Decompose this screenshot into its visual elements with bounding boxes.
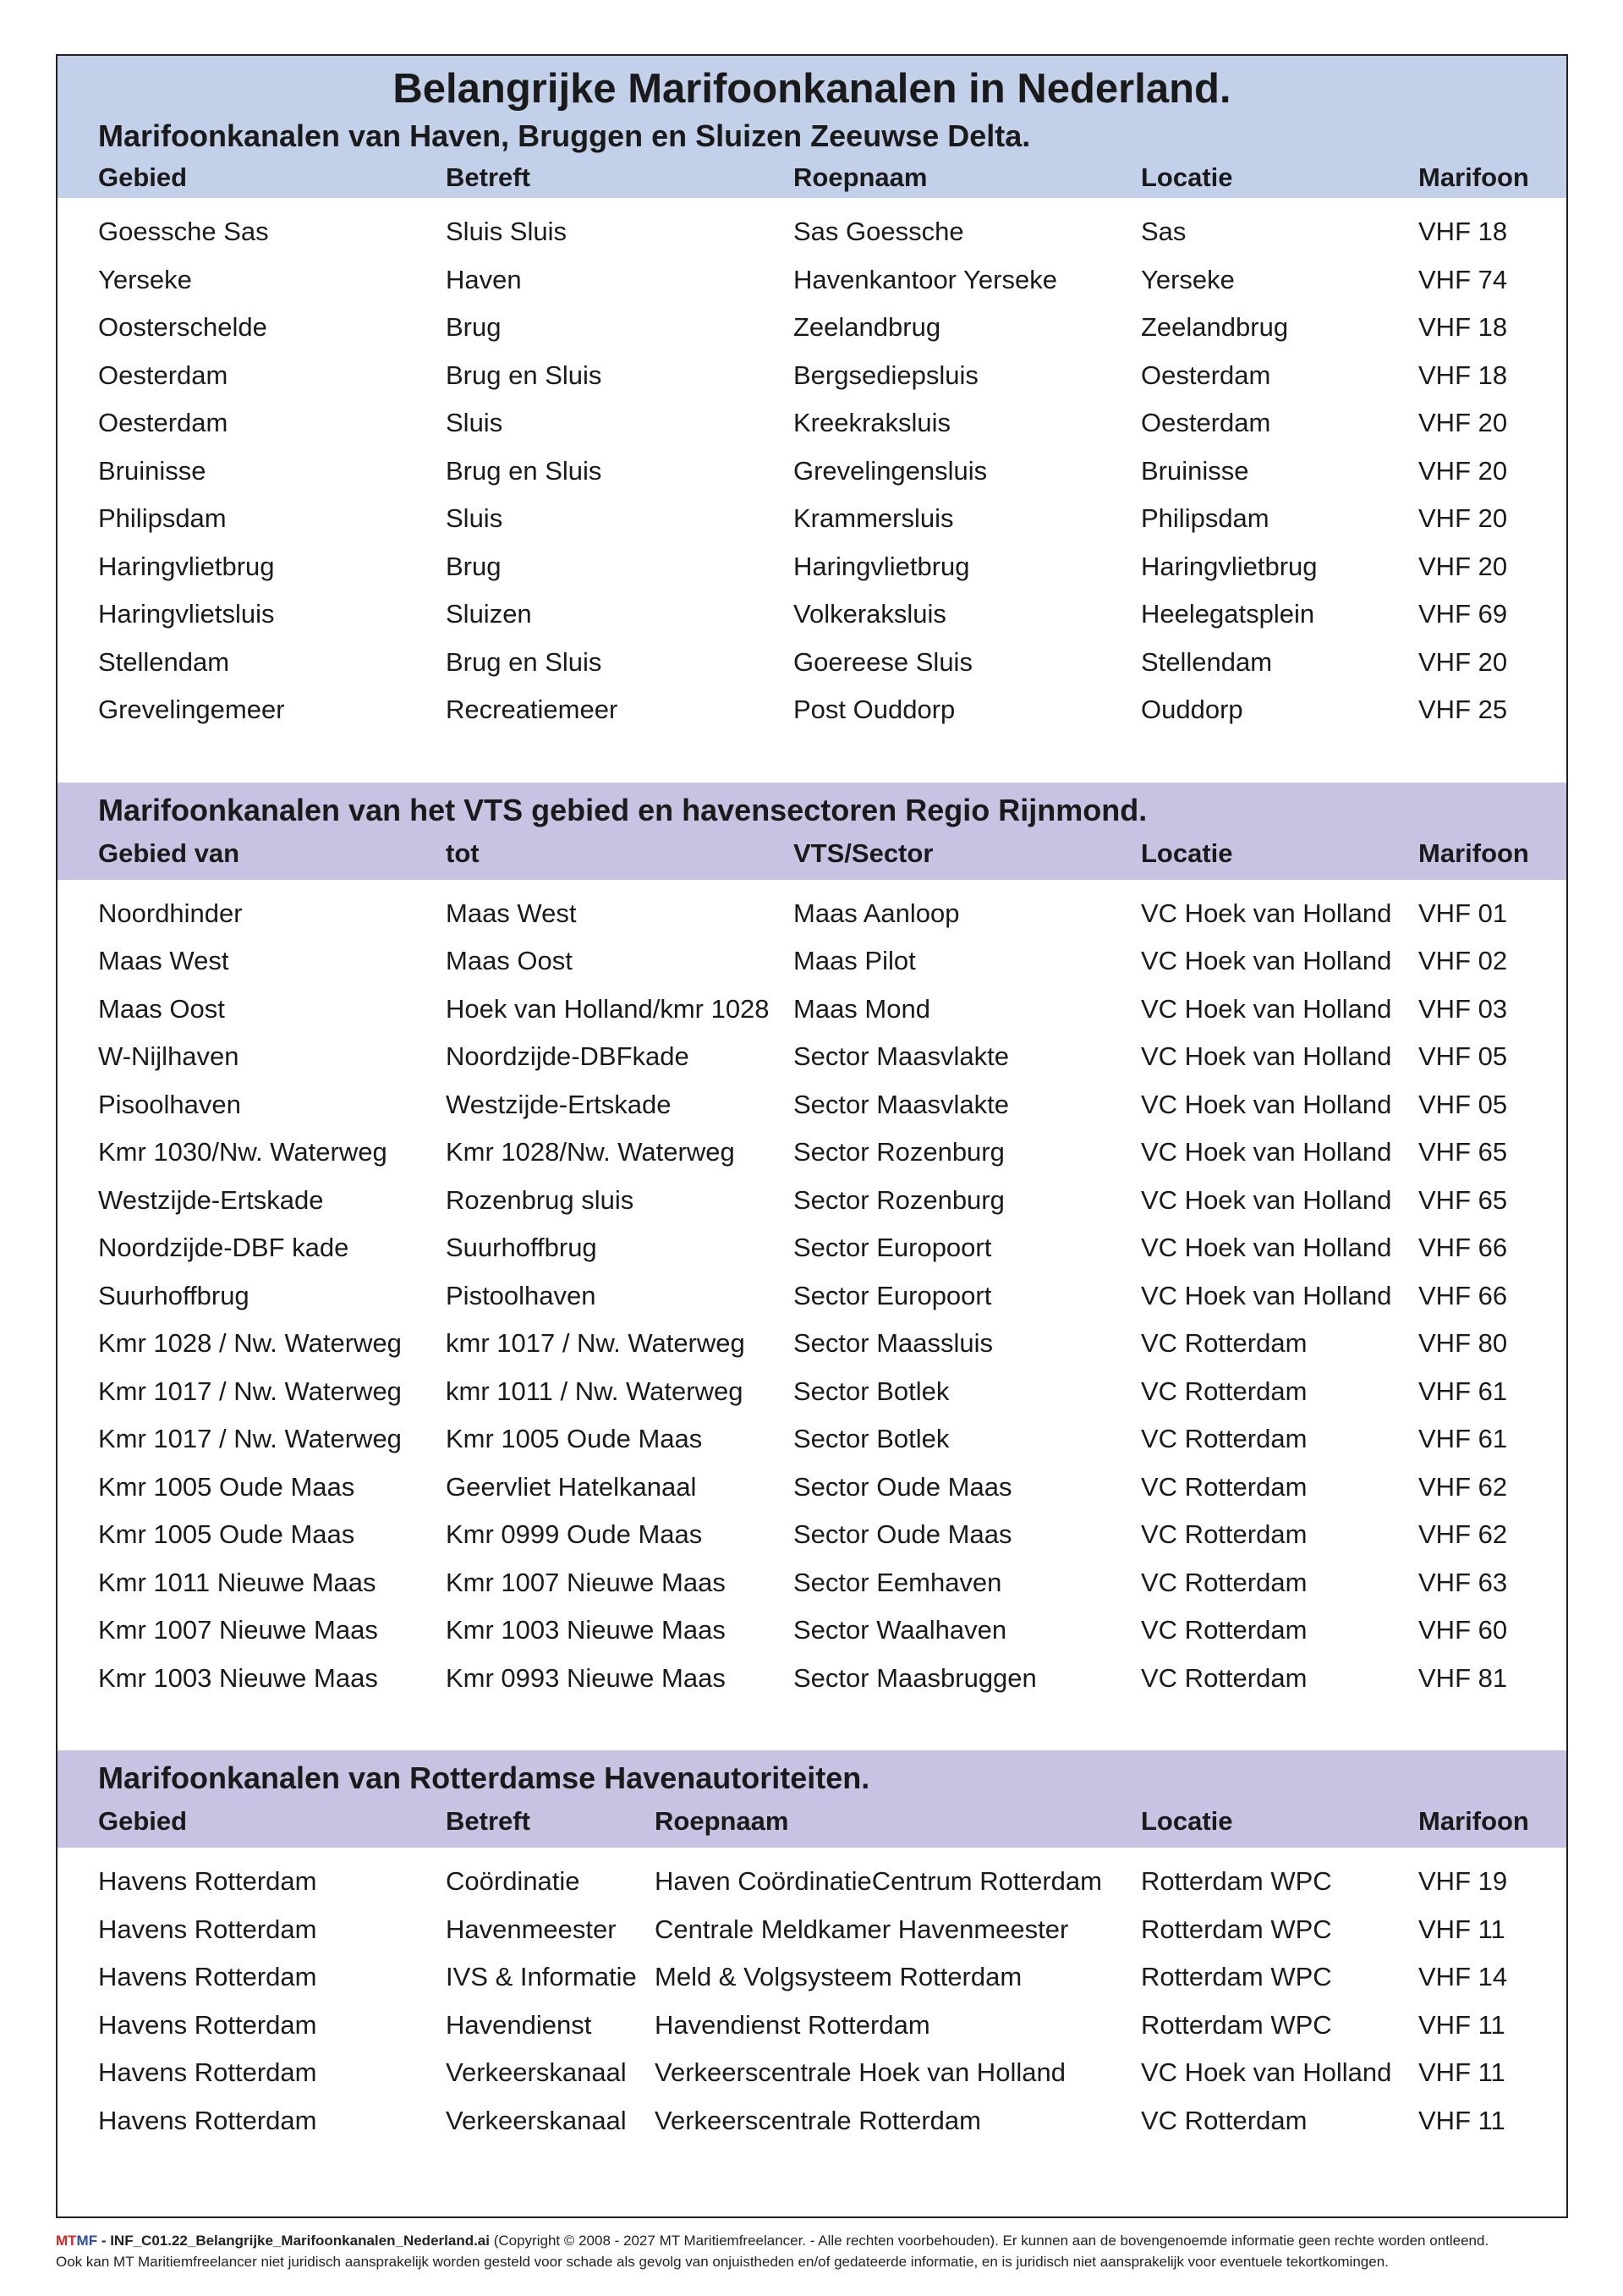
table-cell-col-3: Sector Oude Maas bbox=[793, 1519, 1012, 1550]
table-cell-col-2: Westzijde-Ertskade bbox=[446, 1089, 672, 1119]
table-cell-col-5: VHF 05 bbox=[1418, 1041, 1508, 1072]
table-row bbox=[58, 890, 1566, 938]
brand-mt: MT bbox=[56, 2233, 77, 2249]
table-cell-col-1: Noordzijde-DBF kade bbox=[98, 1233, 349, 1263]
table-cell-col-4: VC Rotterdam bbox=[1141, 1471, 1308, 1502]
table-cell-col-1: Havens Rotterdam bbox=[98, 1914, 317, 1944]
table-cell-col-1: Havens Rotterdam bbox=[98, 1866, 317, 1897]
table-row bbox=[58, 304, 1566, 352]
table-row bbox=[58, 399, 1566, 448]
table-row bbox=[58, 986, 1566, 1034]
table-cell-col-1: Haringvlietsluis bbox=[98, 599, 275, 629]
table-cell-col-3: Sector Rozenburg bbox=[793, 1137, 1005, 1167]
table-cell-col-3: Meld & Volgsysteem Rotterdam bbox=[655, 1962, 1023, 1992]
table-cell-col-5: VHF 11 bbox=[1418, 2009, 1505, 2040]
section-2-column-headers bbox=[58, 833, 1566, 874]
table-cell-col-3: Sector Botlek bbox=[793, 1376, 950, 1406]
table-row bbox=[58, 1224, 1566, 1272]
table-cell-col-1: Yerseke bbox=[98, 264, 192, 294]
table-cell-col-4: Haringvlietbrug bbox=[1141, 551, 1318, 581]
table-cell-col-5: VHF 65 bbox=[1418, 1184, 1508, 1215]
table-cell-col-2: Kmr 1028/Nw. Waterweg bbox=[446, 1137, 735, 1167]
table-cell-col-5: VHF 01 bbox=[1418, 898, 1508, 928]
column-header-col-2: Betreft bbox=[446, 1806, 530, 1836]
table-cell-col-1: Kmr 1005 Oude Maas bbox=[98, 1471, 355, 1502]
table-cell-col-3: Haven CoördinatieCentrum Rotterdam bbox=[655, 1866, 1102, 1897]
column-header-col-5: Marifoon bbox=[1418, 1806, 1529, 1836]
table-cell-col-2: Coördinatie bbox=[446, 1866, 580, 1897]
table-cell-col-5: VHF 74 bbox=[1418, 264, 1508, 294]
table-cell-col-4: Heelegatsplein bbox=[1141, 599, 1315, 629]
table-cell-col-1: Kmr 1028 / Nw. Waterweg bbox=[98, 1328, 402, 1359]
table-cell-col-1: Goessche Sas bbox=[98, 217, 269, 247]
table-cell-col-3: Sector Europoort bbox=[793, 1280, 992, 1310]
table-cell-col-3: Sector Maasvlakte bbox=[793, 1089, 1009, 1119]
table-cell-col-3: Sector Maasvlakte bbox=[793, 1041, 1009, 1072]
table-cell-col-4: VC Hoek van Holland bbox=[1141, 1280, 1392, 1310]
table-row bbox=[58, 686, 1566, 734]
table-cell-col-3: Sector Waalhaven bbox=[793, 1615, 1007, 1645]
table-cell-col-1: Bruinisse bbox=[98, 455, 206, 486]
table-cell-col-5: VHF 18 bbox=[1418, 312, 1508, 343]
table-row bbox=[58, 448, 1566, 496]
table-cell-col-5: VHF 20 bbox=[1418, 646, 1508, 677]
table-cell-col-1: Kmr 1007 Nieuwe Maas bbox=[98, 1615, 378, 1645]
table-cell-col-3: Haringvlietbrug bbox=[793, 551, 970, 581]
table-cell-col-5: VHF 03 bbox=[1418, 993, 1508, 1024]
table-cell-col-4: VC Hoek van Holland bbox=[1141, 1233, 1392, 1263]
table-cell-col-1: Stellendam bbox=[98, 646, 230, 677]
table-row bbox=[58, 639, 1566, 687]
table-cell-col-2: Brug en Sluis bbox=[446, 455, 602, 486]
table-row bbox=[58, 2002, 1566, 2050]
table-cell-col-1: Maas Oost bbox=[98, 993, 225, 1024]
table-cell-col-1: Maas West bbox=[98, 946, 229, 976]
table-row bbox=[58, 1464, 1566, 1512]
table-cell-col-2: Verkeerskanaal bbox=[446, 2057, 627, 2088]
table-cell-col-4: Yerseke bbox=[1141, 264, 1235, 294]
table-cell-col-3: Sector Rozenburg bbox=[793, 1184, 1005, 1215]
table-cell-col-4: VC Hoek van Holland bbox=[1141, 1041, 1392, 1072]
column-header-col-3: VTS/Sector bbox=[793, 838, 934, 868]
section-2-rows bbox=[58, 880, 1566, 1703]
table-cell-col-4: Bruinisse bbox=[1141, 455, 1249, 486]
table-cell-col-1: Noordhinder bbox=[98, 898, 243, 928]
table-cell-col-2: Kmr 0999 Oude Maas bbox=[446, 1519, 703, 1550]
table-cell-col-5: VHF 18 bbox=[1418, 217, 1508, 247]
section-1-header bbox=[58, 56, 1566, 198]
table-cell-col-2: Verkeerskanaal bbox=[446, 2105, 627, 2135]
table-cell-col-4: VC Hoek van Holland bbox=[1141, 946, 1392, 976]
table-cell-col-5: VHF 66 bbox=[1418, 1280, 1508, 1310]
table-cell-col-4: Oesterdam bbox=[1141, 408, 1271, 438]
table-cell-col-4: Sas bbox=[1141, 217, 1187, 247]
table-cell-col-4: Rotterdam WPC bbox=[1141, 2009, 1332, 2040]
table-cell-col-2: Brug bbox=[446, 551, 502, 581]
footer-line-2: Ook kan MT Maritiemfreelancer niet juridisch aansprakelijk worden gesteld voor schade als gevolg van onjuistheden en/of gedateerde informatie, en is juridisch niet aansprakelijk voor eventuele tekortkomingen. bbox=[56, 2254, 1389, 2270]
table-cell-col-5: VHF 81 bbox=[1418, 1662, 1508, 1693]
table-cell-col-5: VHF 61 bbox=[1418, 1376, 1508, 1406]
table-cell-col-1: Havens Rotterdam bbox=[98, 2105, 317, 2135]
table-cell-col-2: Geervliet Hatelkanaal bbox=[446, 1471, 697, 1502]
table-cell-col-3: Maas Pilot bbox=[793, 946, 916, 976]
table-cell-col-2: Sluis bbox=[446, 503, 503, 534]
table-cell-col-5: VHF 11 bbox=[1418, 1914, 1505, 1944]
section-1-rows bbox=[58, 198, 1566, 734]
table-cell-col-3: Sector Eemhaven bbox=[793, 1567, 1002, 1597]
table-cell-col-1: Oosterschelde bbox=[98, 312, 267, 343]
table-cell-col-1: Kmr 1003 Nieuwe Maas bbox=[98, 1662, 378, 1693]
table-cell-col-2: Pistoolhaven bbox=[446, 1280, 596, 1310]
table-cell-col-1: Kmr 1017 / Nw. Waterweg bbox=[98, 1424, 402, 1454]
table-cell-col-4: Rotterdam WPC bbox=[1141, 1962, 1332, 1992]
section-2-header bbox=[58, 783, 1566, 880]
table-row bbox=[58, 2049, 1566, 2097]
table-cell-col-3: Goereese Sluis bbox=[793, 646, 973, 677]
table-row bbox=[58, 1559, 1566, 1607]
table-cell-col-3: Grevelingensluis bbox=[793, 455, 988, 486]
table-cell-col-5: VHF 61 bbox=[1418, 1424, 1508, 1454]
table-cell-col-5: VHF 20 bbox=[1418, 455, 1508, 486]
table-cell-col-1: Havens Rotterdam bbox=[98, 1962, 317, 1992]
table-row bbox=[58, 1320, 1566, 1368]
table-cell-col-2: Kmr 0993 Nieuwe Maas bbox=[446, 1662, 726, 1693]
table-cell-col-4: Ouddorp bbox=[1141, 695, 1243, 725]
table-cell-col-2: Suurhoffbrug bbox=[446, 1233, 597, 1263]
table-cell-col-1: Kmr 1030/Nw. Waterweg bbox=[98, 1137, 387, 1167]
table-row bbox=[58, 1906, 1566, 1954]
table-cell-col-1: Philipsdam bbox=[98, 503, 227, 534]
table-cell-col-4: Stellendam bbox=[1141, 646, 1273, 677]
table-cell-col-4: VC Rotterdam bbox=[1141, 1567, 1308, 1597]
table-cell-col-5: VHF 60 bbox=[1418, 1615, 1508, 1645]
table-cell-col-5: VHF 80 bbox=[1418, 1328, 1508, 1359]
table-cell-col-2: Maas West bbox=[446, 898, 577, 928]
table-cell-col-2: Kmr 1007 Nieuwe Maas bbox=[446, 1567, 726, 1597]
table-cell-col-2: Sluis Sluis bbox=[446, 217, 567, 247]
table-cell-col-3: Verkeerscentrale Rotterdam bbox=[655, 2105, 981, 2135]
table-cell-col-5: VHF 20 bbox=[1418, 408, 1508, 438]
table-cell-col-3: Volkeraksluis bbox=[793, 599, 946, 629]
table-cell-col-4: VC Rotterdam bbox=[1141, 1424, 1308, 1454]
table-cell-col-3: Havenkantoor Yerseke bbox=[793, 264, 1057, 294]
section-3-title: Marifoonkanalen van Rotterdamse Havenautoriteiten. bbox=[98, 1760, 870, 1795]
table-cell-col-1: Oesterdam bbox=[98, 408, 228, 438]
table-cell-col-2: Brug en Sluis bbox=[446, 360, 602, 390]
table-cell-col-2: kmr 1017 / Nw. Waterweg bbox=[446, 1328, 745, 1359]
table-cell-col-5: VHF 25 bbox=[1418, 695, 1508, 725]
footer bbox=[56, 2230, 1578, 2272]
table-cell-col-5: VHF 66 bbox=[1418, 1233, 1508, 1263]
table-cell-col-4: VC Hoek van Holland bbox=[1141, 1184, 1392, 1215]
column-header-col-5: Marifoon bbox=[1418, 838, 1529, 868]
table-row bbox=[58, 1511, 1566, 1559]
table-row bbox=[58, 1953, 1566, 2002]
table-cell-col-2: kmr 1011 / Nw. Waterweg bbox=[446, 1376, 743, 1406]
section-1-title: Marifoonkanalen van Haven, Bruggen en Sluizen Zeeuwse Delta. bbox=[98, 118, 1031, 153]
table-cell-col-5: VHF 05 bbox=[1418, 1089, 1508, 1119]
table-row bbox=[58, 1607, 1566, 1655]
table-row bbox=[58, 352, 1566, 400]
table-row bbox=[58, 208, 1566, 256]
table-cell-col-2: Hoek van Holland/kmr 1028 bbox=[446, 993, 770, 1024]
table-row bbox=[58, 543, 1566, 591]
table-row bbox=[58, 937, 1566, 986]
column-header-col-2: Betreft bbox=[446, 162, 530, 192]
table-cell-col-3: Bergsediepsluis bbox=[793, 360, 979, 390]
table-cell-col-4: VC Rotterdam bbox=[1141, 1328, 1308, 1359]
column-header-col-3: Roepnaam bbox=[793, 162, 928, 192]
table-cell-col-1: Havens Rotterdam bbox=[98, 2009, 317, 2040]
table-cell-col-5: VHF 62 bbox=[1418, 1519, 1508, 1550]
table-cell-col-3: Havendienst Rotterdam bbox=[655, 2009, 930, 2040]
table-cell-col-1: Pisoolhaven bbox=[98, 1089, 241, 1119]
table-cell-col-3: Sas Goessche bbox=[793, 217, 964, 247]
table-cell-col-2: Havendienst bbox=[446, 2009, 592, 2040]
table-cell-col-4: VC Rotterdam bbox=[1141, 1615, 1308, 1645]
table-row bbox=[58, 495, 1566, 543]
section-3-header bbox=[58, 1750, 1566, 1848]
table-cell-col-5: VHF 62 bbox=[1418, 1471, 1508, 1502]
section-1-column-headers bbox=[58, 157, 1566, 198]
table-cell-col-1: Havens Rotterdam bbox=[98, 2057, 317, 2088]
table-row bbox=[58, 1033, 1566, 1081]
table-cell-col-2: Kmr 1003 Nieuwe Maas bbox=[446, 1615, 726, 1645]
table-cell-col-1: Kmr 1005 Oude Maas bbox=[98, 1519, 355, 1550]
table-cell-col-3: Zeelandbrug bbox=[793, 312, 941, 343]
table-cell-col-3: Maas Aanloop bbox=[793, 898, 960, 928]
table-cell-col-1: Westzijde-Ertskade bbox=[98, 1184, 324, 1215]
table-cell-col-5: VHF 20 bbox=[1418, 551, 1508, 581]
table-cell-col-2: Noordzijde-DBFkade bbox=[446, 1041, 689, 1072]
table-cell-col-1: Kmr 1011 Nieuwe Maas bbox=[98, 1567, 376, 1597]
table-cell-col-4: Oesterdam bbox=[1141, 360, 1271, 390]
table-cell-col-3: Centrale Meldkamer Havenmeester bbox=[655, 1914, 1069, 1944]
table-row bbox=[58, 1858, 1566, 1906]
table-cell-col-4: VC Rotterdam bbox=[1141, 2105, 1308, 2135]
table-cell-col-3: Sector Botlek bbox=[793, 1424, 950, 1454]
table-row bbox=[58, 1177, 1566, 1225]
column-header-col-3: Roepnaam bbox=[655, 1806, 789, 1836]
section-3-rows bbox=[58, 1848, 1566, 2145]
table-row bbox=[58, 1272, 1566, 1321]
table-row bbox=[58, 256, 1566, 305]
column-header-col-4: Locatie bbox=[1141, 162, 1233, 192]
table-cell-col-2: Havenmeester bbox=[446, 1914, 617, 1944]
table-cell-col-3: Sector Maassluis bbox=[793, 1328, 994, 1359]
table-cell-col-2: Maas Oost bbox=[446, 946, 573, 976]
table-row bbox=[58, 2097, 1566, 2145]
table-cell-col-4: VC Rotterdam bbox=[1141, 1376, 1308, 1406]
table-cell-col-4: Rotterdam WPC bbox=[1141, 1914, 1332, 1944]
table-cell-col-3: Kreekraksluis bbox=[793, 408, 951, 438]
table-cell-col-4: VC Hoek van Holland bbox=[1141, 2057, 1392, 2088]
table-cell-col-1: Oesterdam bbox=[98, 360, 228, 390]
table-cell-col-5: VHF 18 bbox=[1418, 360, 1508, 390]
table-cell-col-1: Kmr 1017 / Nw. Waterweg bbox=[98, 1376, 402, 1406]
table-cell-col-5: VHF 20 bbox=[1418, 503, 1508, 534]
table-row bbox=[58, 1415, 1566, 1464]
column-header-col-1: Gebied bbox=[98, 1806, 188, 1836]
table-cell-col-2: Rozenbrug sluis bbox=[446, 1184, 634, 1215]
table-cell-col-4: Zeelandbrug bbox=[1141, 312, 1289, 343]
table-cell-col-2: Recreatiemeer bbox=[446, 695, 618, 725]
footer-filename: - INF_C01.22_Belangrijke_Marifoonkanalen_Nederland.ai bbox=[97, 2233, 490, 2249]
table-cell-col-2: Haven bbox=[446, 264, 522, 294]
table-row bbox=[58, 1655, 1566, 1703]
column-header-col-2: tot bbox=[446, 838, 480, 868]
table-cell-col-5: VHF 11 bbox=[1418, 2057, 1505, 2088]
table-cell-col-3: Krammersluis bbox=[793, 503, 954, 534]
footer-copyright: (Copyright © 2008 - 2027 MT Maritiemfreelancer. - Alle rechten voorbehouden). Er kunnen aan de bovengenoemde informatie geen rechte worden ontleend. bbox=[489, 2233, 1489, 2249]
footer-line-1 bbox=[56, 2230, 1578, 2251]
table-cell-col-2: Sluizen bbox=[446, 599, 532, 629]
table-cell-col-5: VHF 11 bbox=[1418, 2105, 1505, 2135]
table-cell-col-4: VC Hoek van Holland bbox=[1141, 993, 1392, 1024]
section-3-column-headers bbox=[58, 1801, 1566, 1842]
table-cell-col-4: VC Rotterdam bbox=[1141, 1519, 1308, 1550]
table-cell-col-3: Post Ouddorp bbox=[793, 695, 956, 725]
table-cell-col-3: Maas Mond bbox=[793, 993, 930, 1024]
table-cell-col-4: VC Hoek van Holland bbox=[1141, 898, 1392, 928]
table-cell-col-3: Sector Oude Maas bbox=[793, 1471, 1012, 1502]
table-row bbox=[58, 1129, 1566, 1177]
table-cell-col-4: Philipsdam bbox=[1141, 503, 1269, 534]
table-cell-col-1: Haringvlietbrug bbox=[98, 551, 275, 581]
table-cell-col-2: Sluis bbox=[446, 408, 503, 438]
table-cell-col-4: VC Rotterdam bbox=[1141, 1662, 1308, 1693]
table-cell-col-1: W-Nijlhaven bbox=[98, 1041, 239, 1072]
table-cell-col-2: IVS & Informatie bbox=[446, 1962, 637, 1992]
page-title: Belangrijke Marifoonkanalen in Nederland. bbox=[392, 66, 1231, 112]
section-2-title: Marifoonkanalen van het VTS gebied en havensectoren Regio Rijnmond. bbox=[98, 792, 1148, 827]
table-row bbox=[58, 1081, 1566, 1129]
table-cell-col-4: Rotterdam WPC bbox=[1141, 1866, 1332, 1897]
column-header-col-4: Locatie bbox=[1141, 1806, 1233, 1836]
table-cell-col-3: Sector Europoort bbox=[793, 1233, 992, 1263]
table-cell-col-2: Brug bbox=[446, 312, 502, 343]
table-cell-col-5: VHF 02 bbox=[1418, 946, 1508, 976]
brand-mf: MF bbox=[76, 2233, 98, 2249]
table-cell-col-5: VHF 14 bbox=[1418, 1962, 1508, 1992]
table-cell-col-4: VC Hoek van Holland bbox=[1141, 1089, 1392, 1119]
column-header-col-5: Marifoon bbox=[1418, 162, 1529, 192]
table-cell-col-3: Sector Maasbruggen bbox=[793, 1662, 1037, 1693]
table-row bbox=[58, 590, 1566, 639]
table-cell-col-5: VHF 63 bbox=[1418, 1567, 1508, 1597]
table-cell-col-5: VHF 65 bbox=[1418, 1137, 1508, 1167]
table-cell-col-1: Grevelingemeer bbox=[98, 695, 285, 725]
document-frame bbox=[56, 54, 1568, 2218]
column-header-col-1: Gebied bbox=[98, 162, 188, 192]
column-header-col-1: Gebied van bbox=[98, 838, 240, 868]
table-cell-col-4: VC Hoek van Holland bbox=[1141, 1137, 1392, 1167]
table-cell-col-5: VHF 69 bbox=[1418, 599, 1508, 629]
column-header-col-4: Locatie bbox=[1141, 838, 1233, 868]
table-cell-col-2: Brug en Sluis bbox=[446, 646, 602, 677]
table-row bbox=[58, 1368, 1566, 1416]
table-cell-col-3: Verkeerscentrale Hoek van Holland bbox=[655, 2057, 1066, 2088]
table-cell-col-1: Suurhoffbrug bbox=[98, 1280, 249, 1310]
table-cell-col-2: Kmr 1005 Oude Maas bbox=[446, 1424, 703, 1454]
table-cell-col-5: VHF 19 bbox=[1418, 1866, 1508, 1897]
